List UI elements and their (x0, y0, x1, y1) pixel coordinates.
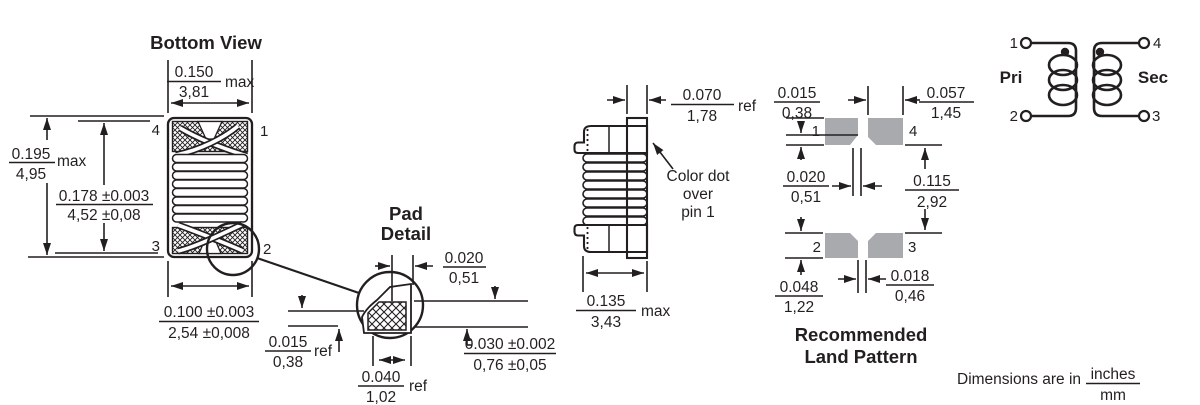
dim-land-row-gap-inches: 0.115 (913, 173, 951, 190)
pin-label-1: 1 (260, 123, 269, 140)
color-dot-text-1: Color dot (666, 168, 730, 185)
dim-land-pad-width-mm: 1,45 (930, 105, 962, 122)
extension-lines (868, 86, 903, 115)
dim-detail-pad-width-suffix: ref (409, 378, 428, 395)
units-denominator: mm (1100, 387, 1126, 404)
land-pattern-title-2: Land Pattern (804, 346, 918, 367)
dim-detail-pad-width-mm: 1,02 (365, 389, 397, 405)
side-winding-turns (583, 154, 647, 225)
dim-land-step-mm: 0,38 (781, 105, 813, 122)
dim-land-row-gap-mm: 2,92 (916, 194, 948, 211)
extension-lines (373, 336, 411, 366)
dim-detail-top-width-mm: 0,51 (448, 270, 480, 287)
dim-body-height-suffix: max (57, 153, 87, 170)
secondary-label: Sec (1137, 68, 1169, 87)
pin-label-3: 3 (151, 238, 160, 255)
land-pads (825, 118, 903, 258)
dim-body-width-mm: 3,81 (178, 84, 210, 101)
dim-detail-top-width (375, 250, 486, 301)
dim-land-pad-height-inches: 0.048 (779, 279, 819, 296)
extension-lines (858, 260, 866, 293)
pin-terminal-3 (1139, 111, 1149, 121)
land-pad-2 (825, 233, 858, 258)
dim-land-top-gap-mm: 0,51 (790, 189, 822, 206)
secondary-polarity-dot (1096, 48, 1104, 56)
color-dot-text-3: pin 1 (681, 204, 715, 221)
schematic-symbol (1000, 35, 1168, 125)
dim-side-width-mm: 3,43 (590, 314, 622, 331)
pin-label-4: 4 (151, 122, 160, 139)
pin-terminal-2 (1021, 111, 1031, 121)
dim-land-bottom-gap-inches: 0.018 (890, 268, 930, 285)
land-pattern-title-1: Recommended (794, 324, 928, 345)
dim-land-pad-height-mm: 1,22 (783, 299, 815, 316)
dim-body-width (167, 60, 255, 113)
bottom-view (9, 32, 359, 342)
dim-body-height-mm: 4,95 (15, 166, 47, 183)
schematic-pin-4: 4 (1153, 35, 1162, 52)
dim-land-pad-width-inches: 0.057 (926, 85, 966, 102)
dim-side-width-suffix: max (641, 303, 671, 320)
top-cap (575, 126, 648, 153)
pin-terminal-4 (1139, 38, 1149, 48)
winding-turns (173, 155, 248, 223)
dim-side-width-inches: 0.135 (586, 293, 626, 310)
extension-lines (28, 116, 164, 257)
dim-pad-span-width-inches: 0.100 ±0.003 (163, 304, 255, 321)
dim-detail-pad-height-mm: 0,76 ±0,05 (473, 357, 547, 374)
detail-leader-line (257, 258, 359, 293)
land-pad-4 (868, 118, 903, 145)
dim-side-width (576, 256, 671, 331)
dim-body-width-inches: 0.150 (174, 64, 214, 81)
land-pin-label-4: 4 (909, 123, 918, 140)
extension-lines (168, 261, 252, 297)
bottom-cap (575, 225, 648, 252)
dim-detail-left-step-suffix: ref (314, 343, 333, 360)
schematic-pin-1: 1 (1009, 35, 1018, 52)
dim-body-width-suffix: max (225, 74, 255, 91)
dim-land-pad-width (848, 85, 974, 122)
dim-detail-left-step (265, 295, 364, 371)
extension-lines (583, 256, 647, 292)
pad-detail-title-2: Detail (380, 223, 432, 244)
dim-detail-pad-height (414, 286, 556, 374)
units-numerator: inches (1090, 366, 1136, 383)
dim-land-row-gap (905, 145, 959, 233)
dim-land-step-inches: 0.015 (777, 85, 817, 102)
dim-land-bottom-gap-mm: 0,46 (894, 288, 926, 305)
extension-lines (853, 148, 861, 196)
dim-body-height (9, 116, 164, 257)
extension-lines (414, 301, 528, 327)
primary-winding-loops (1049, 55, 1077, 105)
units-note-text: Dimensions are in (957, 371, 1082, 388)
land-pattern (774, 85, 974, 367)
dim-land-top-gap-inches: 0.020 (786, 169, 826, 186)
dim-pad-span-height-inches: 0.178 ±0.003 (58, 188, 150, 205)
annotation-arrow (653, 143, 673, 169)
color-dot-annotation (653, 143, 730, 221)
schematic-pin-3: 3 (1152, 108, 1161, 125)
dim-detail-top-width-inches: 0.020 (444, 250, 484, 267)
pad-detail-title-1: Pad (389, 203, 423, 224)
dim-land-pad-height (775, 217, 823, 316)
land-pad-1 (825, 118, 858, 145)
dim-detail-left-step-inches: 0.015 (268, 334, 308, 351)
land-pin-label-1: 1 (811, 123, 820, 140)
dim-lead-width-suffix: ref (738, 98, 757, 115)
secondary-winding-loops (1093, 55, 1121, 105)
side-view (575, 85, 757, 331)
dim-land-top-gap (783, 148, 882, 206)
primary-label: Pri (999, 68, 1023, 87)
pin-terminal-1 (1021, 38, 1031, 48)
dim-land-bottom-gap (838, 260, 934, 305)
land-pin-label-3: 3 (908, 239, 917, 256)
dim-detail-pad-width (358, 336, 428, 405)
dim-pad-span-height (56, 123, 153, 251)
land-pin-label-2: 2 (812, 239, 821, 256)
bottom-view-title: Bottom View (150, 32, 262, 53)
dim-pad-span-height-mm: 4,52 ±0,08 (67, 207, 141, 224)
schematic-pin-2: 2 (1009, 108, 1018, 125)
dim-pad-span-width-mm: 2,54 ±0,008 (168, 325, 250, 342)
pad-detail (265, 203, 556, 405)
dim-lead-width-mm: 1,78 (686, 108, 718, 125)
extension-lines (288, 311, 364, 326)
dim-detail-pad-height-inches: 0.030 ±0.002 (464, 336, 556, 353)
primary-polarity-dot (1061, 48, 1069, 56)
dim-lead-width-inches: 0.070 (682, 87, 722, 104)
color-dot-text-2: over (682, 186, 714, 203)
pin-label-2: 2 (263, 241, 272, 258)
units-note (957, 366, 1140, 404)
land-pad-3 (868, 233, 903, 258)
dim-detail-pad-width-inches: 0.040 (361, 369, 401, 386)
dim-detail-left-step-mm: 0,38 (272, 354, 304, 371)
extension-lines (627, 85, 647, 114)
dim-body-height-inches: 0.195 (11, 146, 51, 163)
